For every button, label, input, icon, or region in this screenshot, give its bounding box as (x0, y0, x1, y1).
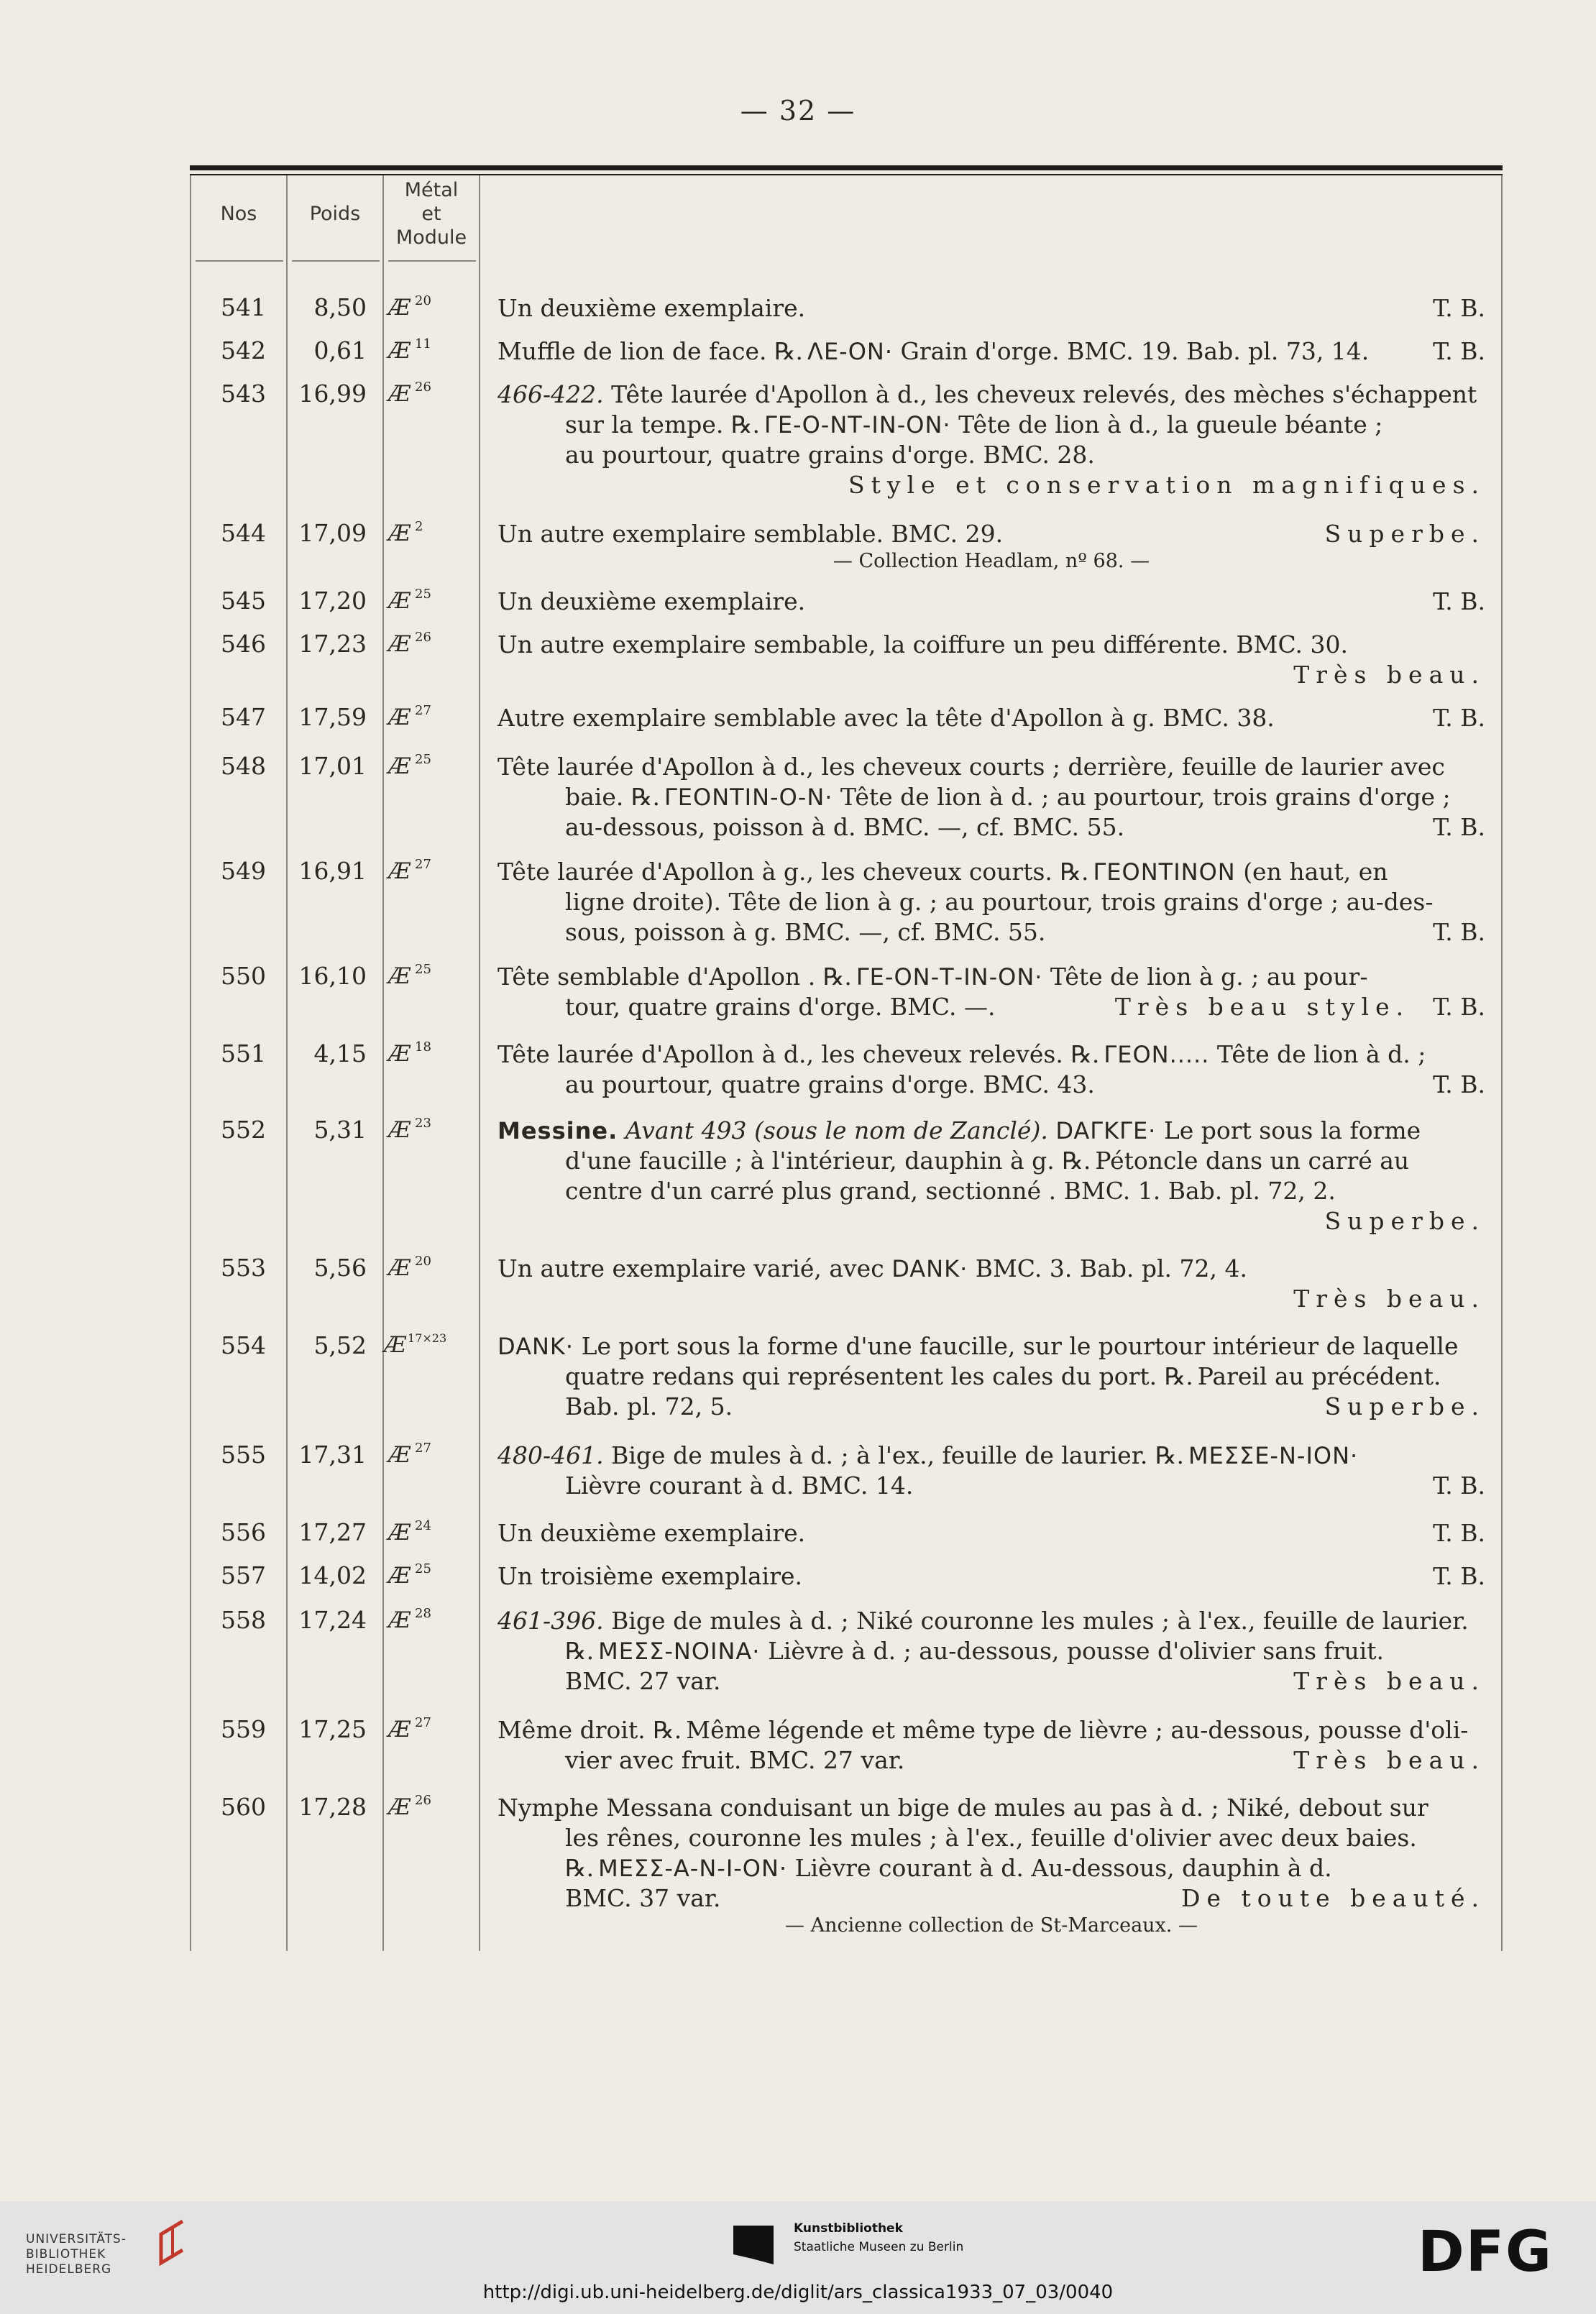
desc-text: Un deuxième exemplaire. (497, 587, 806, 615)
desc-text: sous, poisson à g. BMC. —, cf. BMC. 55. (565, 918, 1046, 946)
grade: Style et conservation magnifiques. (848, 471, 1485, 499)
header-metal-line: Métal (404, 179, 459, 201)
desc-text: Même légende et même type de lièvre ; au-dessous, pousse d'oli- (686, 1716, 1469, 1744)
column-divider (382, 175, 384, 1951)
entry-description (497, 1116, 1485, 1236)
metal-symbol: Æ (388, 588, 411, 614)
entry-description (497, 1715, 1485, 1776)
entry-metal (388, 1116, 474, 1143)
coin-legend: ΜΕΣΣ-ΝΟΙΝΑ· (598, 1638, 761, 1665)
entry-weight: 16,10 (298, 962, 367, 990)
desc-text: baie. (565, 783, 624, 811)
entry-metal (388, 519, 474, 546)
desc-text: Grain d'orge. BMC. 19. Bab. pl. 73, 14. (900, 337, 1370, 365)
entry-description (497, 962, 1485, 1022)
header-underline (196, 260, 283, 262)
desc-text: ligne droite). Tête de lion à g. ; au pourtour, trois grains d'orge ; au-des- (565, 888, 1434, 916)
coin-legend: DAΓΚΓΕ· (1055, 1117, 1157, 1144)
entry-weight: 0,61 (313, 336, 367, 364)
coin-legend: ΓΕΟΝΤΙΝΟΝ (1093, 858, 1236, 886)
entry-metal (388, 1561, 474, 1589)
metal-symbol: Æ (388, 1117, 411, 1143)
desc-text: Muffle de lion de face. (497, 337, 767, 365)
grade: Superbe. (1324, 1392, 1485, 1420)
entry-metal (388, 630, 474, 657)
module-size: 27 (415, 703, 431, 718)
desc-text: Le port sous la forme d'une faucille, sur le pourtour intérieur de laquelle (581, 1332, 1459, 1360)
entry-weight: 17,24 (298, 1606, 367, 1634)
desc-text: au pourtour, quatre grains d'orge. BMC. 43. (565, 1070, 1095, 1098)
header-underline (292, 260, 380, 262)
reverse-symbol: ℞. (1155, 1441, 1184, 1469)
entry-description (497, 1441, 1485, 1501)
desc-text: BMC. 27 var. (565, 1667, 721, 1695)
entry-weight: 17,23 (298, 630, 367, 658)
entry-metal (388, 1518, 474, 1546)
coin-legend: ΜΕΣΣΕ-Ν-ΙΟΝ· (1188, 1442, 1359, 1469)
entry-metal (388, 293, 474, 321)
desc-text: BMC. 3. Bab. pl. 72, 4. (975, 1254, 1247, 1282)
desc-text: au pourtour, quatre grains d'orge. BMC. 28. (565, 441, 1095, 469)
desc-text: Tête laurée d'Apollon à g., les cheveux courts. (497, 858, 1052, 886)
date-range: Avant 493 (625, 1116, 747, 1144)
metal-symbol: Æ (388, 1563, 411, 1589)
grade: Très beau. (1293, 1746, 1485, 1774)
header-underline (388, 260, 476, 262)
city-name: Messine. (497, 1117, 618, 1144)
university-line: BIBLIOTHEK (26, 2247, 106, 2262)
desc-text: Tête de lion à g. ; au pour- (1050, 963, 1368, 991)
grade: T. B. (1433, 1519, 1485, 1547)
permalink-url[interactable]: http://digi.ub.uni-heidelberg.de/diglit/ars_classica1933_07_03/0040 (482, 2282, 1114, 2303)
module-size: 17×23 (408, 1331, 447, 1345)
desc-text: Lièvre courant à d. BMC. 14. (565, 1471, 914, 1500)
entry-description (497, 293, 1485, 323)
desc-text: Lièvre courant à d. Au-dessous, dauphin à d. (794, 1854, 1332, 1882)
desc-text: Tête semblable d'Apollon . (497, 963, 816, 991)
grade: T. B. (1433, 993, 1485, 1021)
module-size: 26 (415, 630, 431, 645)
reverse-symbol: ℞. (730, 410, 760, 439)
desc-text: tour, quatre grains d'orge. BMC. —. (565, 993, 996, 1021)
entry-description (497, 1561, 1485, 1592)
grade: Superbe. (1324, 520, 1485, 548)
desc-text: Autre exemplaire semblable avec la tête d'Apollon à g. BMC. 38. (497, 704, 1275, 732)
module-size: 23 (415, 1116, 431, 1131)
entry-number: 549 (221, 857, 266, 885)
entry-weight: 4,15 (313, 1039, 367, 1068)
entry-weight: 5,52 (313, 1331, 367, 1359)
entry-metal (388, 587, 474, 614)
header-rule (190, 165, 1503, 170)
metal-symbol: Æ (388, 1717, 411, 1743)
entry-number: 544 (221, 519, 266, 547)
desc-text: vier avec fruit. BMC. 27 var. (565, 1746, 905, 1774)
header-metal-line: Module (395, 226, 467, 249)
entry-metal (388, 1793, 474, 1820)
entry-number: 558 (221, 1606, 266, 1634)
entry-weight: 17,20 (298, 587, 367, 615)
desc-text: Un autre exemplaire semblable. BMC. 29. (497, 520, 1004, 548)
module-size: 27 (415, 857, 431, 872)
desc-text: Tête laurée d'Apollon à d., les cheveux courts ; derrière, feuille de laurier avec (497, 753, 1445, 781)
provenance-note: — Collection Headlam, nº 68. — (833, 550, 1150, 572)
desc-text: BMC. 37 var. (565, 1884, 721, 1912)
header-metal (385, 178, 477, 249)
desc-text: Un autre exemplaire varié, avec (497, 1254, 884, 1282)
module-size: 20 (415, 293, 431, 308)
grade: T. B. (1433, 337, 1485, 365)
metal-symbol: Æ (384, 1332, 407, 1358)
module-size: 25 (415, 962, 431, 977)
entry-weight: 5,56 (313, 1254, 367, 1282)
grade: Très beau. (1293, 661, 1485, 689)
entry-weight: 17,09 (298, 519, 367, 547)
metal-symbol: Æ (388, 1520, 411, 1546)
entry-metal (388, 857, 474, 884)
metal-symbol: Æ (388, 704, 411, 730)
reverse-symbol: ℞. (565, 1637, 595, 1665)
coin-legend: ΓΕ-ΟΝ-Τ-ΙΝ-ΟΝ· (856, 963, 1043, 991)
entry-weight: 16,91 (298, 857, 367, 885)
metal-symbol: Æ (388, 858, 411, 884)
reverse-symbol: ℞. (653, 1716, 682, 1744)
reverse-symbol: ℞. (1164, 1362, 1193, 1390)
entry-description (497, 380, 1485, 500)
reverse-symbol: ℞. (774, 337, 804, 365)
grade: T. B. (1433, 704, 1485, 732)
desc-text: Un deuxième exemplaire. (497, 294, 806, 322)
metal-symbol: Æ (388, 631, 411, 657)
entry-number: 547 (221, 703, 266, 731)
metal-symbol: Æ (388, 753, 411, 779)
entry-description (497, 1254, 1485, 1314)
entry-description (497, 587, 1485, 617)
module-size: 24 (415, 1518, 431, 1533)
entry-metal (388, 1254, 474, 1281)
grade: T. B. (1433, 587, 1485, 615)
module-size: 18 (415, 1039, 431, 1055)
entry-weight: 17,28 (298, 1793, 367, 1821)
date-range: 480-461. (497, 1441, 604, 1469)
coin-legend: ΛΕ-ΟΝ· (807, 338, 893, 365)
desc-text: Le port sous la forme (1163, 1116, 1421, 1144)
desc-text: Tête de lion à d., la gueule béante ; (958, 410, 1383, 439)
entry-description (497, 630, 1485, 690)
reverse-symbol: ℞. (1060, 858, 1089, 886)
university-line: UNIVERSITÄTS- (26, 2232, 127, 2246)
entry-number: 546 (221, 630, 266, 658)
entry-weight: 8,50 (313, 293, 367, 321)
heidelberg-logo-icon (151, 2218, 191, 2270)
university-library-logo[interactable] (26, 2232, 127, 2277)
entry-metal (388, 1441, 474, 1468)
grade: T. B. (1433, 1471, 1485, 1500)
module-size: 28 (415, 1606, 431, 1621)
entry-number: 548 (221, 752, 266, 780)
desc-text: Lièvre à d. ; au-dessous, pousse d'olivier sans fruit. (767, 1637, 1385, 1665)
provenance-note: — Ancienne collection de St-Marceaux. — (785, 1914, 1198, 1937)
entry-metal (384, 1331, 470, 1358)
metal-symbol: Æ (388, 338, 411, 364)
grade: T. B. (1433, 294, 1485, 322)
desc-text: Bige de mules à d. ; Niké couronne les mules ; à l'ex., feuille de laurier. (611, 1607, 1469, 1635)
entry-metal (388, 962, 474, 989)
entry-metal (388, 380, 474, 407)
entry-number: 541 (221, 293, 266, 321)
dfg-logo: DFG (1418, 2220, 1554, 2285)
coin-legend: ΓΕΟΝ..... (1104, 1041, 1210, 1068)
desc-text: Pareil au précédent. (1197, 1362, 1441, 1390)
kunstbibliothek-logo-icon (730, 2221, 776, 2267)
entry-number: 557 (221, 1561, 266, 1589)
grade: De toute beauté. (1180, 1884, 1485, 1912)
date-range: 466-422. (497, 380, 604, 408)
column-divider (479, 175, 480, 1951)
entry-weight: 14,02 (298, 1561, 367, 1589)
header-no: Nos (220, 203, 257, 225)
entry-description (497, 1606, 1485, 1697)
module-size: 25 (415, 1561, 431, 1576)
desc-text: Pétoncle dans un carré au (1095, 1147, 1410, 1175)
entry-number: 552 (221, 1116, 266, 1144)
entry-description (497, 1793, 1485, 1938)
metal-symbol: Æ (388, 1255, 411, 1281)
entry-weight: 5,31 (313, 1116, 367, 1144)
desc-text: Un deuxième exemplaire. (497, 1519, 806, 1547)
page-number: — 32 — (740, 95, 856, 127)
entry-weight: 17,31 (298, 1441, 367, 1469)
entry-number: 555 (221, 1441, 266, 1469)
desc-text: (en haut, en (1243, 858, 1388, 886)
module-size: 27 (415, 1715, 431, 1730)
desc-text: Tête laurée d'Apollon à d., les cheveux relevés, des mèches s'échappent (611, 380, 1477, 408)
entry-description (497, 1039, 1485, 1100)
entry-number: 556 (221, 1518, 266, 1546)
entry-number: 559 (221, 1715, 266, 1743)
metal-symbol: Æ (388, 1794, 411, 1820)
entry-description (497, 1331, 1485, 1422)
coin-legend: ΓΕ-Ο-ΝΤ-ΙΝ-ΟΝ· (763, 411, 951, 439)
module-size: 25 (415, 752, 431, 767)
entry-number: 550 (221, 962, 266, 990)
desc-text: Bab. pl. 72, 5. (565, 1392, 733, 1420)
module-size: 2 (415, 519, 423, 534)
entry-number: 545 (221, 587, 266, 615)
entry-description (497, 1518, 1485, 1548)
header-metal-line: et (421, 203, 441, 225)
desc-text: Tête laurée d'Apollon à d., les cheveux relevés. (497, 1040, 1063, 1068)
coin-legend: DANK· (891, 1255, 968, 1282)
entry-metal (388, 1606, 474, 1633)
kunstbibliothek-title: Kunstbibliothek (794, 2221, 903, 2236)
grade: Très beau style. (1114, 993, 1411, 1021)
desc-text: (sous le nom de Zanclé). (754, 1116, 1048, 1144)
metal-symbol: Æ (388, 295, 411, 321)
desc-text: au-dessous, poisson à d. BMC. —, cf. BMC. 55. (565, 813, 1125, 841)
entry-metal (388, 1715, 474, 1743)
metal-symbol: Æ (388, 1041, 411, 1067)
entry-description (497, 336, 1485, 367)
metal-symbol: Æ (388, 520, 411, 546)
column-divider (1501, 175, 1503, 1951)
entry-description (497, 519, 1485, 574)
entry-metal (388, 703, 474, 730)
header-weight: Poids (309, 203, 361, 225)
column-divider (190, 175, 191, 1951)
desc-text: Même droit. (497, 1716, 646, 1744)
metal-symbol: Æ (388, 381, 411, 407)
desc-text: centre d'un carré plus grand, sectionné . BMC. 1. Bab. pl. 72, 2. (565, 1177, 1336, 1205)
entry-weight: 17,27 (298, 1518, 367, 1546)
reverse-symbol: ℞. (630, 783, 660, 811)
coin-legend: ΓΕΟΝΤΙΝ-Ο-Ν· (664, 784, 833, 811)
reverse-symbol: ℞. (565, 1854, 595, 1882)
reverse-symbol: ℞. (822, 963, 852, 991)
coin-legend: DANK· (497, 1333, 574, 1360)
desc-text: Un autre exemplaire sembable, la coiffure un peu différente. BMC. 30. (497, 630, 1349, 658)
entry-number: 542 (221, 336, 266, 364)
entry-weight: 17,59 (298, 703, 367, 731)
entry-number: 554 (221, 1331, 266, 1359)
module-size: 26 (415, 380, 431, 395)
grade: T. B. (1433, 1562, 1485, 1590)
desc-text: Bige de mules à d. ; à l'ex., feuille de laurier. (611, 1441, 1148, 1469)
metal-symbol: Æ (388, 1607, 411, 1633)
desc-text: Tête de lion à d. ; (1216, 1040, 1426, 1068)
grade: T. B. (1433, 813, 1485, 841)
entry-weight: 17,01 (298, 752, 367, 780)
grade: Très beau. (1293, 1285, 1485, 1313)
kunstbibliothek-subtitle: Staatliche Museen zu Berlin (794, 2240, 964, 2254)
entry-metal (388, 752, 474, 779)
module-size: 27 (415, 1441, 431, 1456)
entry-number: 551 (221, 1039, 266, 1068)
entry-description (497, 703, 1485, 733)
desc-text: Un troisième exemplaire. (497, 1562, 803, 1590)
reverse-symbol: ℞. (1070, 1040, 1100, 1068)
university-line: HEIDELBERG (26, 2262, 112, 2277)
entry-number: 553 (221, 1254, 266, 1282)
desc-text: d'une faucille ; à l'intérieur, dauphin à g. (565, 1147, 1055, 1175)
grade: Superbe. (1324, 1207, 1485, 1235)
entry-metal (388, 1039, 474, 1067)
entry-description (497, 752, 1485, 843)
date-range: 461-396. (497, 1607, 604, 1635)
header-rule-thin (190, 174, 1503, 175)
entry-description (497, 857, 1485, 947)
entry-number: 543 (221, 380, 266, 408)
metal-symbol: Æ (388, 963, 411, 989)
desc-text: les rênes, couronne les mules ; à l'ex., feuille d'olivier avec deux baies. (565, 1824, 1417, 1852)
reverse-symbol: ℞. (1062, 1147, 1091, 1175)
entry-weight: 17,25 (298, 1715, 367, 1743)
grade: Très beau. (1293, 1667, 1485, 1695)
desc-text: Nymphe Messana conduisant un bige de mules au pas à d. ; Niké, debout sur (497, 1794, 1428, 1822)
grade: T. B. (1433, 918, 1485, 946)
grade: T. B. (1433, 1070, 1485, 1098)
metal-symbol: Æ (388, 1442, 411, 1468)
entry-metal (388, 336, 474, 364)
desc-text: Tête de lion à d. ; au pourtour, trois grains d'orge ; (840, 783, 1451, 811)
desc-text: quatre redans qui représentent les cales du port. (565, 1362, 1157, 1390)
module-size: 11 (415, 336, 431, 352)
module-size: 26 (415, 1793, 431, 1808)
module-size: 20 (415, 1254, 431, 1269)
entry-number: 560 (221, 1793, 266, 1821)
coin-legend: ΜΕΣΣ-Α-Ν-Ι-ΟΝ· (598, 1855, 788, 1882)
entry-weight: 16,99 (298, 380, 367, 408)
desc-text: sur la tempe. (565, 410, 724, 439)
module-size: 25 (415, 587, 431, 602)
